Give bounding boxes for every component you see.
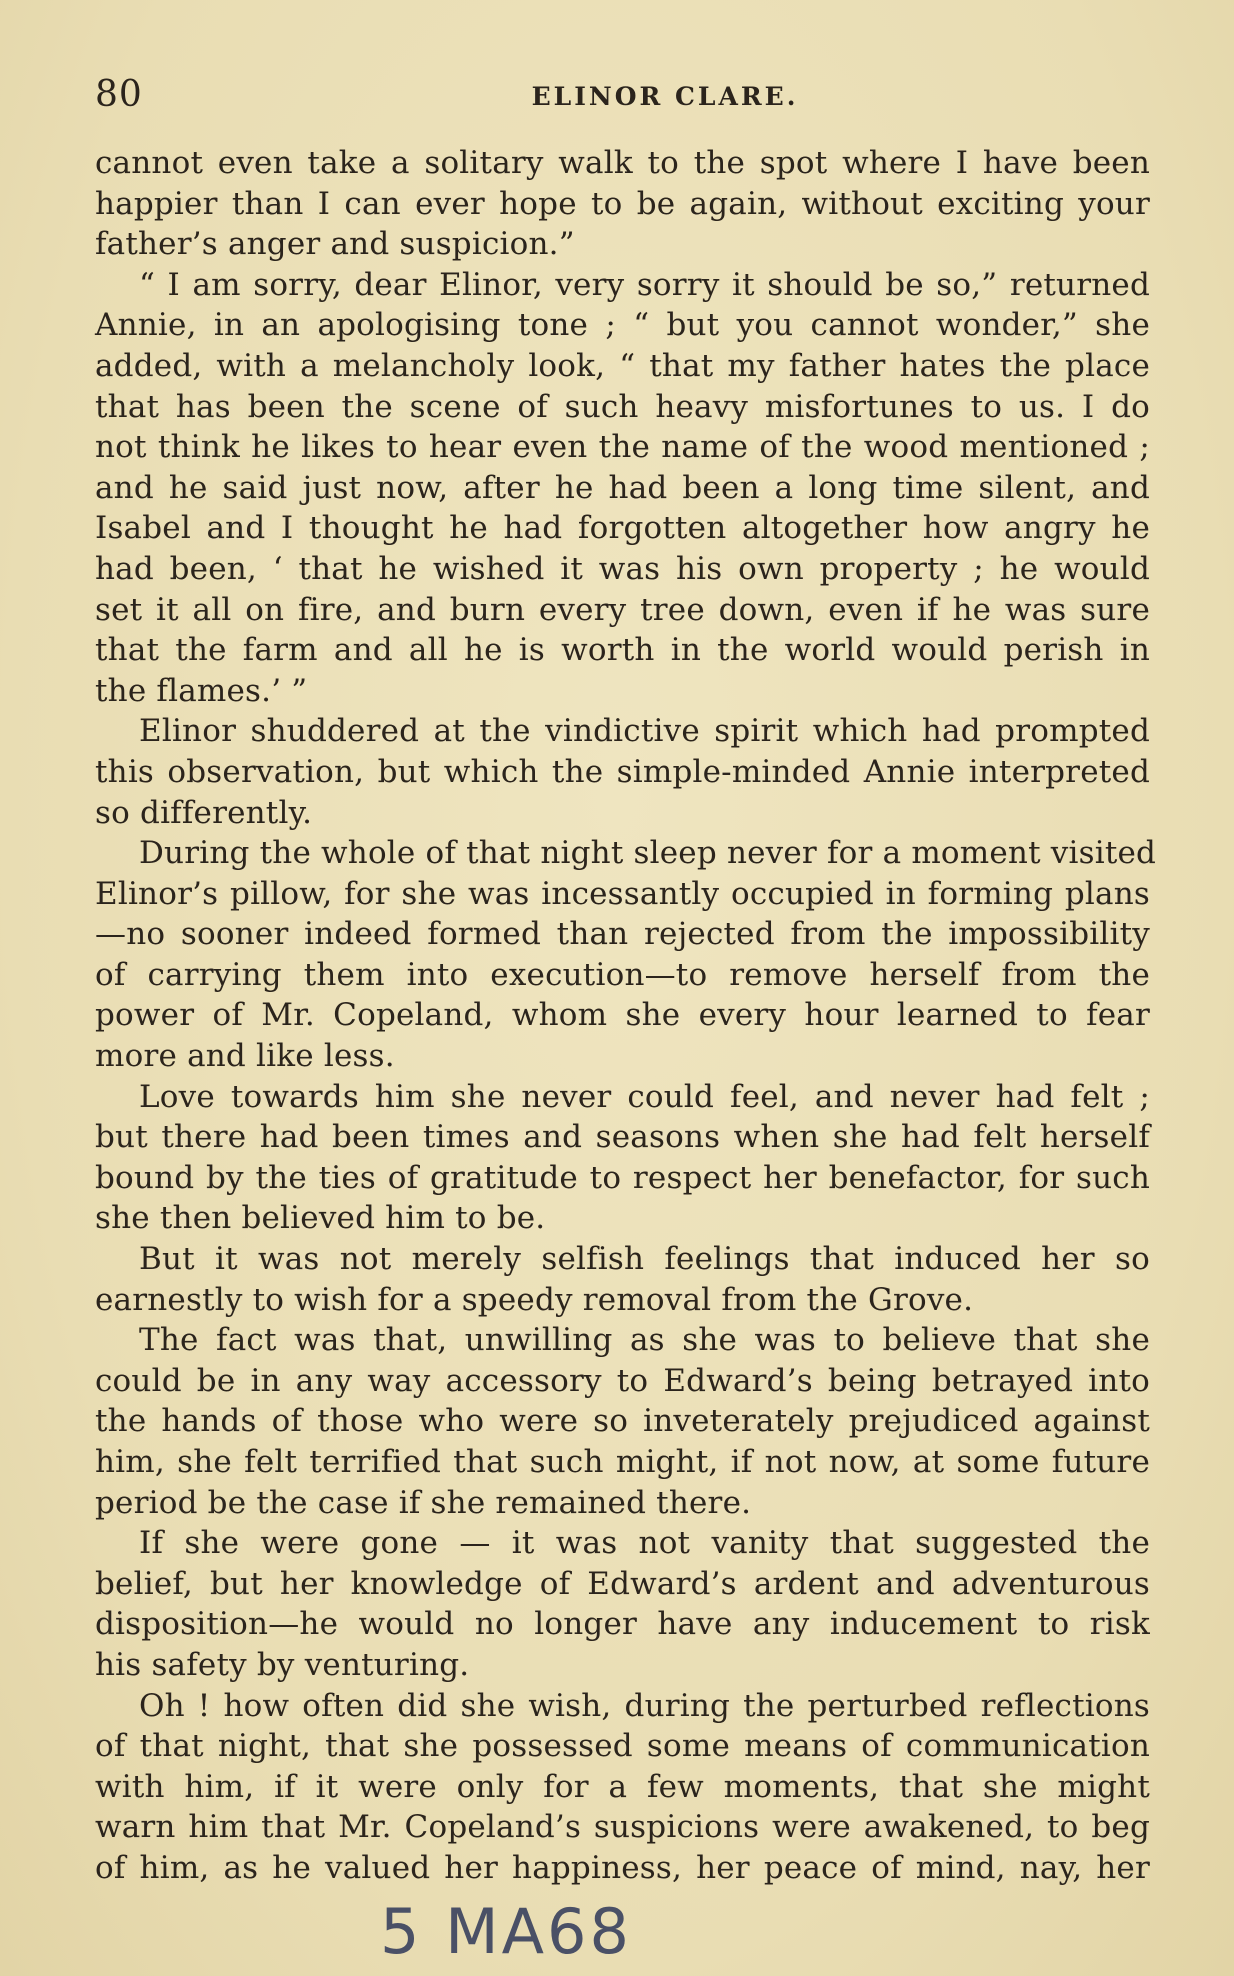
- text-line: Oh ! how often did she wish, during the perturbed reflections: [139, 1687, 1150, 1724]
- text-line: During the whole of that night sleep never for a moment visited: [139, 835, 1157, 872]
- text-line: him, she felt terrified that such might, if not now, at some future: [95, 1444, 1150, 1480]
- text-line: this observation, but which the simple-minded Annie interpreted: [95, 753, 1150, 790]
- text-line: belief, but her knowledge of Edward’s ardent and adventurous: [95, 1565, 1150, 1602]
- text-line: Annie, in an apologising tone ; “ but you cannot wonder,” she: [95, 307, 1150, 344]
- text-line: earnestly to wish for a speedy removal from the Grove.: [95, 1281, 974, 1318]
- text-line: that has been the scene of such heavy misfortunes to us. I do: [95, 388, 1150, 425]
- text-line: Love towards him she never could feel, and never had felt ;: [139, 1078, 1150, 1115]
- page-number: 80: [95, 74, 143, 115]
- text-line: happier than I can ever hope to be again, without exciting your: [95, 185, 1150, 222]
- text-line: “ I am sorry, dear Elinor, very sorry it should be so,” returned: [139, 266, 1150, 303]
- text-line: and he said just now, after he had been a long time silent, and: [95, 469, 1150, 506]
- text-line: father’s anger and suspicion.”: [95, 226, 575, 263]
- text-line: set it all on fire, and burn every tree down, even if he was sure: [95, 591, 1150, 628]
- text-line: more and like less.: [95, 1038, 395, 1075]
- text-line: period be the case if she remained there.: [95, 1484, 752, 1521]
- text-line: But it was not merely selfish feelings that induced her so: [139, 1241, 1150, 1278]
- text-line: warn him that Mr. Copeland’s suspicions were awakened, to beg: [95, 1809, 1150, 1846]
- text-line: of carrying them into execution—to remove herself from the: [95, 956, 1150, 993]
- text-line: Elinor shuddered at the vindictive spirit which had prompted: [139, 713, 1150, 750]
- text-line: that the farm and all he is worth in the world would perish in: [95, 632, 1150, 669]
- text-line: added, with a melancholy look, “ that my father hates the place: [95, 347, 1150, 384]
- text-line: of that night, that she possessed some means of communication: [95, 1728, 1150, 1765]
- text-line: bound by the ties of gratitude to respect her benefactor, for such: [95, 1159, 1150, 1196]
- running-title: ELINOR CLARE.: [531, 82, 799, 111]
- text-line: The fact was that, unwilling as she was to believe that she: [139, 1322, 1150, 1359]
- text-line: but there had been times and seasons when she had felt herself: [95, 1119, 1150, 1156]
- text-line: —no sooner indeed formed than rejected from the impossibility: [95, 916, 1150, 953]
- library-date-stamp: 5 MA68: [380, 1895, 632, 1968]
- text-line: had been, ‘ that he wished it was his own property ; he would: [95, 550, 1150, 587]
- text-line: of him, as he valued her happiness, her peace of mind, nay, her: [95, 1849, 1150, 1886]
- page-header: [95, 70, 1155, 120]
- text-line: If she were gone — it was not vanity that suggested the: [139, 1525, 1150, 1562]
- text-line: so differently.: [95, 794, 313, 831]
- text-line: the flames.’ ”: [95, 672, 308, 709]
- body-text: [95, 143, 1157, 1889]
- text-line: the hands of those who were so inveterately prejudiced against: [95, 1403, 1150, 1440]
- text-line: Isabel and I thought he had forgotten altogether how angry he: [95, 510, 1150, 547]
- text-line: Elinor’s pillow, for she was incessantly occupied in forming plans: [95, 875, 1150, 912]
- text-line: cannot even take a solitary walk to the spot where I have been: [95, 145, 1150, 181]
- text-line: not think he likes to hear even the name of the wood mentioned ;: [95, 429, 1150, 466]
- text-line: could be in any way accessory to Edward’s being betrayed into: [95, 1362, 1150, 1399]
- text-line: disposition—he would no longer have any inducement to risk: [95, 1606, 1150, 1643]
- text-line: with him, if it were only for a few moments, that she might: [95, 1768, 1150, 1805]
- text-line: power of Mr. Copeland, whom she every hour learned to fear: [95, 997, 1150, 1034]
- text-line: his safety by venturing.: [95, 1646, 470, 1683]
- text-line: she then believed him to be.: [95, 1200, 546, 1237]
